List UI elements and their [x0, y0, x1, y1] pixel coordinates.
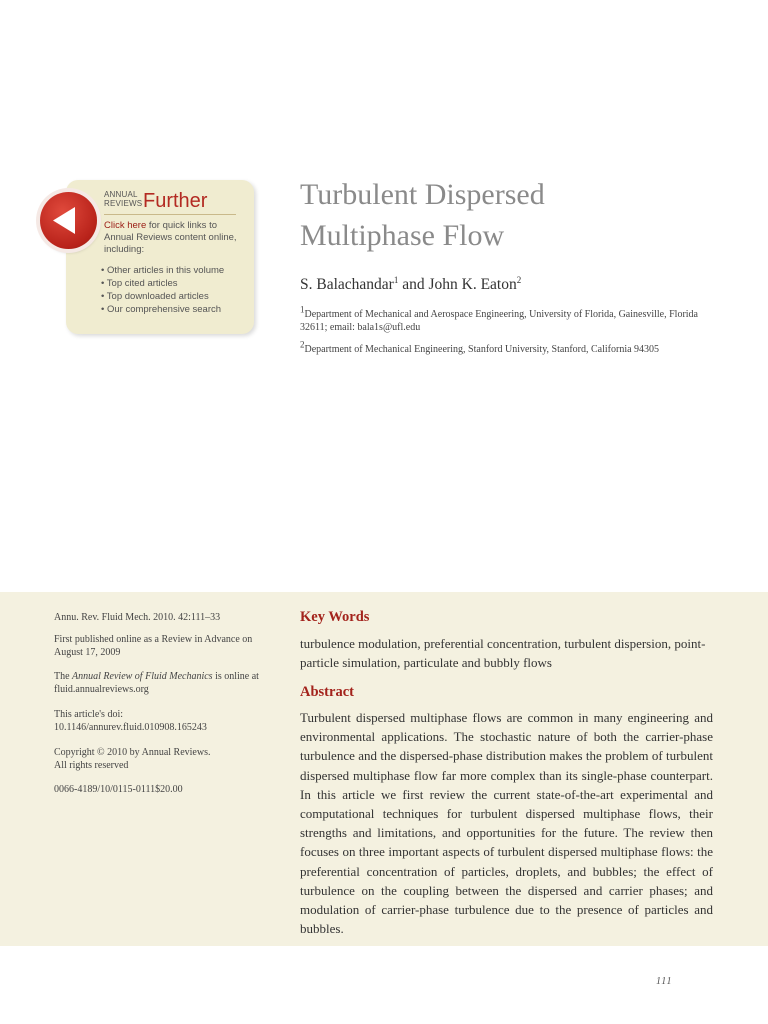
annual-reviews-logo: ANNUAL REVIEWS: [104, 190, 143, 208]
online-note: The Annual Review of Fluid Mechanics is online at fluid.annualreviews.org: [54, 671, 259, 695]
keywords-text: turbulence modulation, preferential concentration, turbulent dispersion, point-particle simulation, particulate and bubbly flows: [300, 636, 706, 670]
further-arrow-button[interactable]: [40, 192, 97, 249]
left-arrow-icon: [40, 192, 97, 249]
affiliation-2: $^2$Department of Mechanical Engineering, Stanford University, Stanford, California 94305: [300, 339, 660, 355]
author-sup: 1: [393, 274, 399, 285]
further-list: [101, 264, 224, 316]
further-divider: [104, 214, 236, 215]
page-number: 111: [656, 976, 673, 987]
article-title: Turbulent Dispersed Multiphase Flow: [300, 178, 545, 252]
further-intro: Click here for quick links to Annual Reviews content online, including:: [104, 220, 237, 255]
citation: Annu. Rev. Fluid Mech. 2010. 42:111–33: [54, 612, 221, 623]
authors: S. Balachandar$^1$ and John K. Eaton$^2$: [300, 274, 522, 293]
article-code: 0066-4189/10/0115-0111$20.00: [54, 784, 183, 795]
doi-block: This article's doi: 10.1146/annurev.fluid.010908.165243: [54, 709, 207, 733]
abstract-text: Turbulent dispersed multiphase flows are common in many engineering and environmental applications. The stochastic nature of both the carrier-phase turbulence and the dispersed-phase distribution makes the problem of turbulent dispersed multiphase flow far more complex than its single-phase counterpart. In this article we first review the current state-of-the-art experimental and computational techniques for turbulent dispersed multiphase flows, their strengths and limitations, and opportunities for the future. The review then focuses on three important aspects of turbulent dispersed multiphase flows: the preferential concentration of particles, droplets, and bubbles; the effect of turbulence on the coupling between the dispersed and carrier phases; and modulation of carrier-phase turbulence due to the presence of particles and bubbles.: [300, 710, 713, 937]
further-list-item[interactable]: • Top cited articles: [101, 278, 178, 289]
copyright: Copyright © 2010 by Annual Reviews. All rights reserved: [54, 747, 211, 771]
published-note: First published online as a Review in Advance on August 17, 2009: [54, 634, 253, 658]
affiliation-1: $^1$Department of Mechanical and Aerospace Engineering, University of Florida, Gainesville, Florida 32611; email: bala1s@ufl.edu: [300, 304, 698, 333]
further-list-item[interactable]: • Our comprehensive search: [101, 304, 222, 315]
further-list-item[interactable]: • Top downloaded articles: [101, 291, 209, 302]
doi-link[interactable]: 10.1146/annurev.fluid.010908.165243: [54, 722, 207, 733]
keywords-heading: Key Words: [300, 609, 370, 625]
further-title: Further: [143, 190, 208, 212]
further-list-item[interactable]: • Other articles in this volume: [101, 265, 225, 276]
abstract-heading: Abstract: [300, 684, 354, 700]
click-here-link[interactable]: Click here: [104, 220, 147, 231]
author-name: S. Balachandar: [300, 276, 394, 293]
author-sup: 2: [516, 274, 522, 285]
author-name: John K. Eaton: [428, 276, 517, 293]
